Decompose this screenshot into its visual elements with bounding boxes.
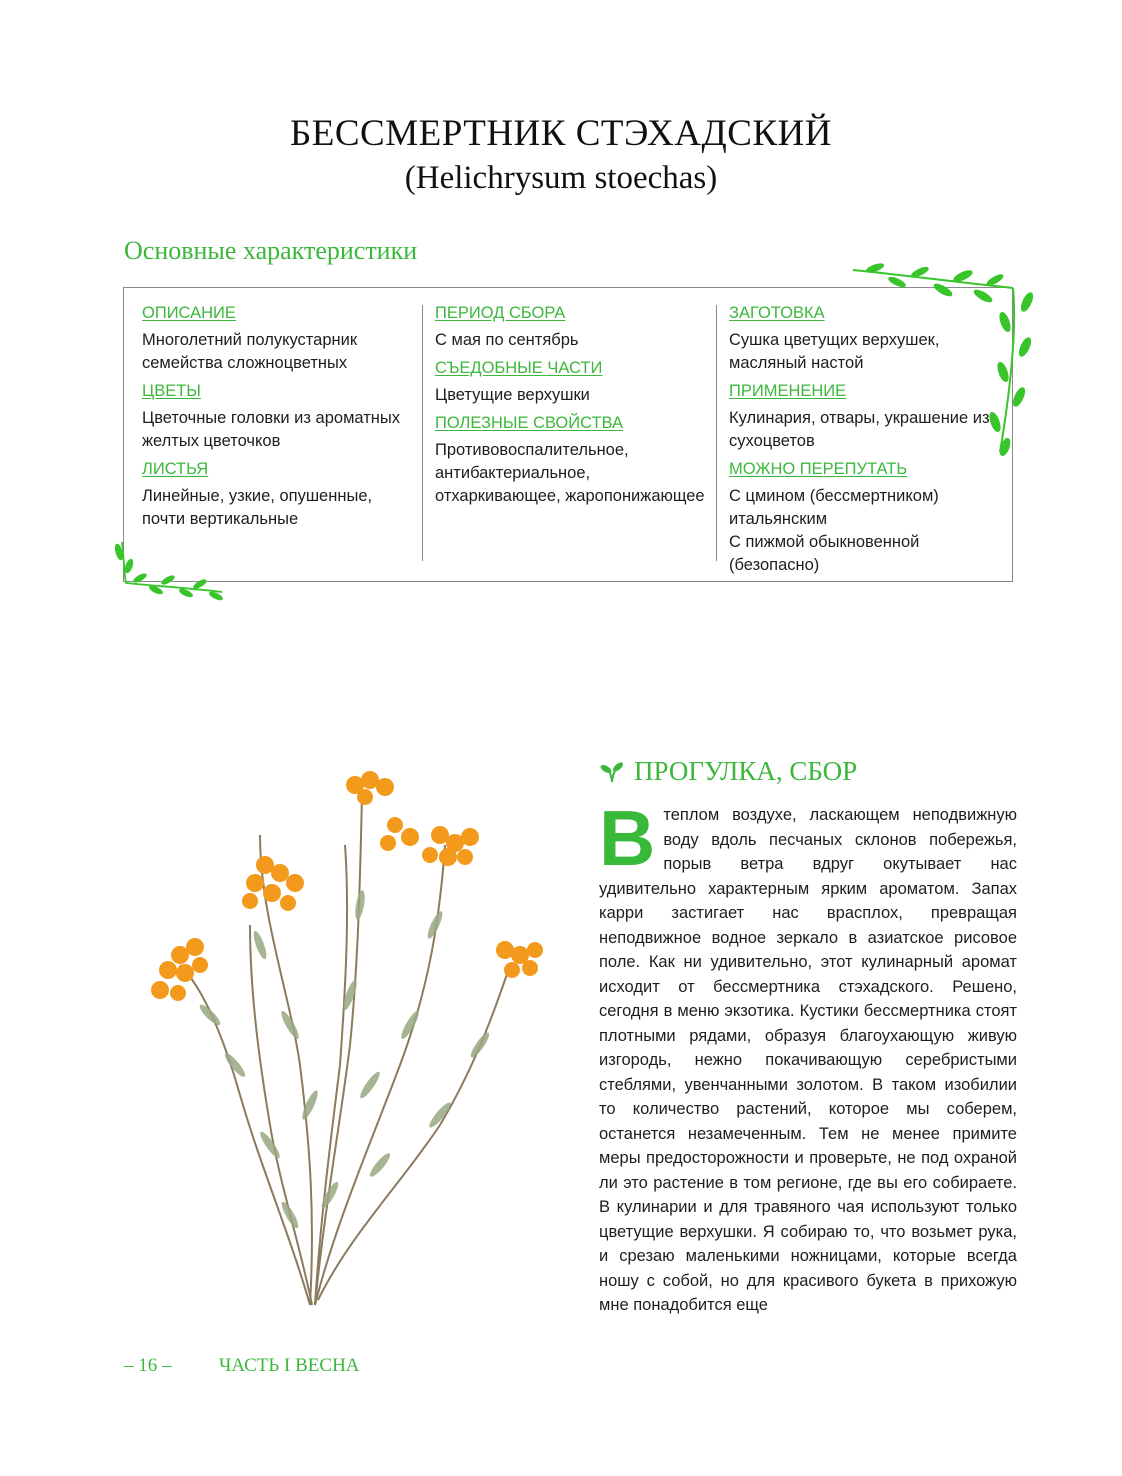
label-lookalikes: МОЖНО ПЕРЕПУТАТЬ: [729, 460, 908, 478]
column-divider: [422, 305, 423, 561]
value-leaves: Линейные, узкие, опушенные, почти вертикальные: [142, 487, 373, 528]
leaf-sprout-icon: [600, 761, 624, 783]
latin-name: (Helichrysum stoechas): [404, 160, 718, 196]
label-leaves: ЛИСТЬЯ: [142, 460, 209, 478]
vine-top-right-illustration: [845, 262, 1040, 462]
walk-heading-text: ПРОГУЛКА, СБОР: [634, 756, 858, 786]
walk-body: [599, 794, 1017, 1318]
running-footer: ЧАСТЬ I ВЕСНА: [219, 1355, 360, 1376]
walk-body-text: теплом воздухе, ласкающем неподвижную воду вдоль песчаных склонов побережья, порыв ветра вдруг окутывает нас удивительно характерным ярким ароматом. Запах карри застигает нас врасплох, превращая неподвижное водное зеркало в азиатское рисовое поле. Как ни удивительно, этот кулинарный аромат исходит от бессмертника стэхадского. Решено, сегодня в меню экзотика. Кустики бессмертника стоят плотными рядами, образуя благоухающую живую изгородь, нежно покачивающую серебристыми стеблями, увенчанными золотом. В таком изобилии то количество растений, которое мы соберем, останется незамеченным. Тем не менее примите меры предосторожности и проверьте, не под охраной ли это растение в том регионе, где вы его собираете. В кулинарии и для травяного чая используют только цветущие верхушки. Я собираю то, что возьмет рука, и срезаю маленькими ножницами, которые всегда ношу с собой, но для красивого букета в прихожую мне понадобится еще: [599, 806, 1017, 1314]
dropcap-letter: В: [599, 794, 656, 882]
label-usage: ПРИМЕНЕНИЕ: [729, 382, 847, 400]
immortelle-plant-illustration: [140, 765, 560, 1325]
label-flowers: ЦВЕТЫ: [142, 382, 201, 400]
value-flowers: Цветочные головки из ароматных желтых цветочков: [142, 409, 401, 450]
label-harvest-period: ПЕРИОД СБОРА: [435, 304, 566, 322]
value-harvest-period: С мая по сентябрь: [435, 331, 579, 349]
value-description: Многолетний полукустарник семейства сложноцветных: [142, 331, 358, 372]
label-preparation: ЗАГОТОВКА: [729, 304, 825, 322]
column-divider: [716, 305, 717, 561]
value-preparation: Сушка цветущих верхушек, масляный настой: [729, 331, 940, 372]
value-lookalike-2: С пижмой обыкновенной (безопасно): [729, 533, 920, 574]
walk-heading: [600, 756, 857, 787]
page-number: – 16 –: [124, 1355, 172, 1376]
characteristics-column-2: [435, 302, 710, 513]
label-edible-parts: СЪЕДОБНЫЕ ЧАСТИ: [435, 359, 603, 377]
label-useful-properties: ПОЛЕЗНЫЕ СВОЙСТВА: [435, 414, 624, 432]
characteristics-column-1: [142, 302, 407, 536]
value-useful-properties: Противовоспалительное, антибактериальное, отхаркивающее, жаропонижающее: [435, 441, 705, 505]
characteristics-heading: Основные характеристики: [124, 236, 418, 265]
value-edible-parts: Цветущие верхушки: [435, 386, 590, 404]
page-title: БЕССМЕРТНИК СТЭХАДСКИЙ: [289, 113, 832, 154]
label-description: ОПИСАНИЕ: [142, 304, 236, 322]
vine-bottom-left-illustration: [110, 538, 230, 602]
value-lookalike-1: С цмином (бессмертником) итальянским: [729, 487, 939, 528]
value-usage: Кулинария, отвары, украшение из сухоцветов: [729, 409, 990, 450]
